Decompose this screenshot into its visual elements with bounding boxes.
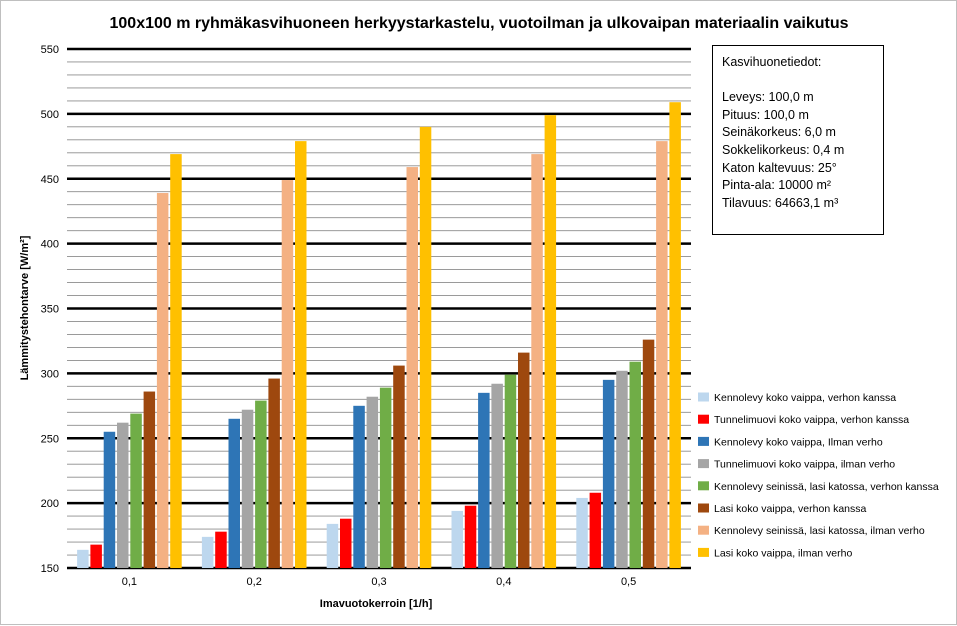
bar — [576, 498, 588, 568]
bar — [393, 366, 405, 568]
bar — [420, 127, 432, 568]
legend-label: Tunnelimuovi koko vaippa, verhon kanssa — [714, 414, 910, 427]
info-roof-slope: Katon kaltevuus: 25° — [722, 160, 837, 175]
legend-label: Kennolevy seinissä, lasi katossa, ilman verho — [714, 525, 925, 538]
bar — [229, 419, 241, 568]
bar — [478, 393, 490, 568]
legend — [698, 392, 939, 559]
legend-swatch — [698, 459, 709, 468]
legend-label: Lasi koko vaippa, ilman verho — [714, 547, 853, 560]
legend-swatch — [698, 548, 709, 557]
info-heading: Kasvihuonetiedot: — [722, 55, 822, 69]
bar — [157, 193, 169, 568]
legend-label: Tunnelimuovi koko vaippa, ilman verho — [714, 458, 896, 471]
bar — [518, 353, 530, 568]
x-tick-label: 0,1 — [121, 576, 138, 588]
y-tick-label: 400 — [40, 238, 59, 251]
y-axis-ticks — [41, 44, 59, 575]
legend-label: Kennolevy koko vaippa, Ilman verho — [714, 436, 883, 449]
legend-label: Kennolevy koko vaippa, verhon kanssa — [714, 392, 897, 404]
bar — [327, 524, 339, 568]
y-tick-label: 500 — [40, 108, 59, 121]
bar — [268, 379, 280, 568]
x-tick-label: 0,5 — [620, 576, 637, 588]
bar — [144, 392, 156, 568]
legend-swatch — [698, 415, 709, 424]
bars — [77, 102, 681, 568]
bar — [255, 401, 267, 568]
bar — [170, 154, 182, 568]
y-tick-label: 200 — [40, 498, 59, 511]
bar — [380, 388, 392, 568]
greenhouse-info-box — [712, 45, 884, 235]
bar — [130, 414, 142, 568]
bar — [77, 550, 89, 568]
bar — [340, 519, 352, 568]
bar — [590, 493, 602, 568]
info-area: Pinta-ala: 10000 m² — [722, 178, 832, 193]
legend-swatch — [698, 393, 709, 402]
bar — [531, 154, 543, 568]
legend-label: Kennolevy seinissä, lasi katossa, verhon kanssa — [714, 480, 939, 493]
x-axis-ticks — [122, 576, 636, 588]
legend-swatch — [698, 504, 709, 513]
bar — [282, 180, 294, 568]
bar — [603, 380, 615, 568]
y-axis-title: Lämmitystehontarve [W/m²] — [19, 235, 31, 381]
bar — [407, 167, 419, 568]
legend-swatch — [698, 437, 709, 446]
legend-label: Lasi koko vaippa, verhon kanssa — [714, 503, 867, 515]
x-axis-title: Imavuotokerroin [1/h] — [319, 598, 433, 610]
bar — [367, 397, 379, 568]
bar — [630, 362, 642, 568]
x-tick-label: 0,4 — [496, 576, 512, 588]
bar — [656, 141, 668, 568]
bar — [117, 423, 129, 568]
bar — [104, 432, 116, 568]
legend-swatch — [698, 526, 709, 535]
bar — [452, 511, 464, 568]
bar — [465, 506, 477, 568]
bar — [353, 406, 365, 568]
bar — [295, 141, 307, 568]
bar — [643, 340, 655, 568]
bar — [545, 115, 557, 568]
bar — [491, 384, 503, 568]
info-plinth-height: Sokkelikorkeus: 0,4 m — [722, 142, 845, 157]
bar — [669, 102, 681, 568]
x-tick-label: 0,2 — [246, 576, 262, 588]
y-tick-label: 450 — [40, 173, 59, 186]
y-tick-label: 300 — [40, 368, 59, 381]
bar — [202, 537, 214, 568]
chart-title: 100x100 m ryhmäkasvihuoneen herkyystarkastelu, vuotoilman ja ulkovaipan materiaalin vaikutus — [109, 15, 849, 32]
x-tick-label: 0,3 — [371, 576, 387, 588]
bar — [242, 410, 254, 568]
bar — [90, 545, 102, 568]
info-volume: Tilavuus: 64663,1 m³ — [722, 195, 839, 210]
info-length: Pituus: 100,0 m — [722, 107, 809, 122]
bar — [616, 371, 628, 568]
legend-swatch — [698, 481, 709, 490]
y-tick-label: 350 — [40, 303, 59, 316]
y-tick-label: 550 — [40, 44, 59, 56]
info-wall-height: Seinäkorkeus: 6,0 m — [722, 125, 836, 140]
info-width: Leveys: 100,0 m — [722, 90, 814, 105]
y-tick-label: 250 — [40, 433, 59, 446]
y-tick-label: 150 — [40, 563, 59, 575]
bar — [215, 532, 227, 568]
bar — [505, 375, 517, 568]
